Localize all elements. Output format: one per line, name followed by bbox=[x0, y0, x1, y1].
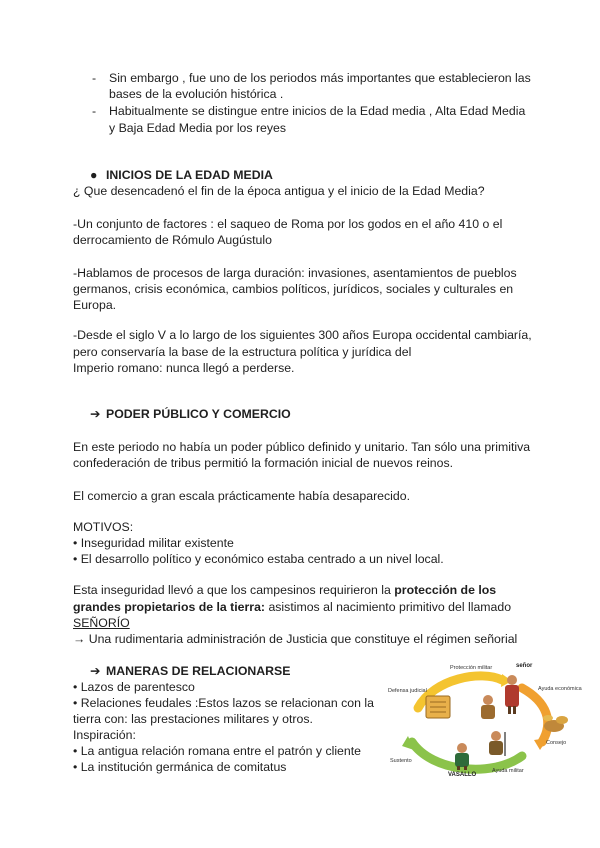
paragraph-text: asistimos al nacimiento primitivo del llamado bbox=[265, 600, 512, 614]
question-text: ¿ Que desencadenó el fin de la época antigua y el inicio de la Edad Media? bbox=[73, 184, 485, 198]
paragraph-line: derrocamiento de Rómulo Augústulo bbox=[73, 233, 272, 247]
goods-icon bbox=[543, 715, 568, 732]
senorio-term: SEÑORÍO bbox=[73, 616, 130, 630]
paragraph-line: pero conservaría la base de la estructura política y jurídica del bbox=[73, 345, 412, 359]
feudal-cycle-illustration bbox=[382, 660, 588, 778]
motivo-item: • Inseguridad militar existente bbox=[73, 536, 234, 550]
section-marker: ● bbox=[90, 168, 98, 182]
paragraph-line: Europa. bbox=[73, 298, 117, 312]
label-defensa: Defensa judicial bbox=[388, 688, 427, 694]
vassal-figure-icon bbox=[455, 743, 469, 770]
orange-arc bbox=[522, 688, 548, 742]
paragraph-line: -Hablamos de procesos de larga duración: invasiones, asentamientos de pueblos bbox=[73, 266, 517, 280]
section-heading-poder: PODER PÚBLICO Y COMERCIO bbox=[106, 407, 291, 421]
section-heading-inicios: INICIOS DE LA EDAD MEDIA bbox=[106, 168, 273, 182]
label-proteccion: Protección militar bbox=[450, 665, 493, 671]
soldier-figure-icon bbox=[489, 731, 505, 756]
label-sustento: Sustento bbox=[390, 758, 412, 764]
bold-text: grandes propietarios de la tierra: bbox=[73, 600, 266, 614]
paragraph-line bbox=[73, 599, 511, 616]
list-item: • Relaciones feudales :Estos lazos se relacionan con la bbox=[73, 696, 374, 710]
list-item: • La antigua relación romana entre el patrón y cliente bbox=[73, 744, 361, 758]
paragraph-line bbox=[73, 582, 496, 599]
bullet-dash: - bbox=[92, 104, 97, 118]
label-ayuda-militar: Ayuda militar bbox=[492, 768, 524, 774]
paragraph-line: → Una rudimentaria administración de Justicia que constituye el régimen señorial bbox=[73, 632, 518, 646]
paragraph-line: -Desde el siglo V a lo largo de los siguientes 300 años Europa occidental cambiaría, bbox=[73, 328, 532, 342]
label-ayuda-economica: Ayuda económica bbox=[538, 686, 582, 692]
arrow-icon: ➔ bbox=[90, 664, 101, 678]
feudal-diagram bbox=[382, 660, 588, 778]
arrow-icon: ➔ bbox=[90, 407, 101, 421]
motivos-label: MOTIVOS: bbox=[73, 520, 134, 534]
list-item: Inspiración: bbox=[73, 728, 136, 742]
list-item: tierra con: las prestaciones militares y otros. bbox=[73, 712, 313, 726]
paragraph-text: Esta inseguridad llevó a que los campesinos requirieron la bbox=[73, 583, 395, 597]
lord-figure-icon bbox=[505, 675, 519, 714]
list-item: • La institución germánica de comitatus bbox=[73, 760, 287, 774]
paragraph-line: El comercio a gran escala prácticamente había desaparecido. bbox=[73, 489, 410, 503]
paragraph-line: germanos, crisis económica, cambios políticos, jurídicos, sociales y culturales en bbox=[73, 282, 514, 296]
bullet-text: Habitualmente se distingue entre inicios de la Edad media , Alta Edad Media bbox=[109, 104, 526, 118]
bullet-dash: - bbox=[92, 71, 97, 85]
bullet-text: y Baja Edad Media por los reyes bbox=[109, 121, 287, 135]
label-consejo: Consejo bbox=[546, 740, 567, 746]
bold-text: protección de los bbox=[394, 583, 497, 597]
paragraph-line: En este periodo no había un poder público definido y unitario. Tan sólo una primitiva bbox=[73, 440, 531, 454]
paragraph-line: confederación de tribus permitió la formación inicial de nuevos reinos. bbox=[73, 456, 454, 470]
bullet-text: bases de la evolución histórica . bbox=[109, 87, 284, 101]
paragraph-line: Imperio romano: nunca llegó a perderse. bbox=[73, 361, 295, 375]
knight-figure-icon bbox=[481, 695, 495, 719]
paragraph-line: -Un conjunto de factores : el saqueo de Roma por los godos en el año 410 o el bbox=[73, 217, 503, 231]
list-item: • Lazos de parentesco bbox=[73, 680, 195, 694]
section-heading-maneras: MANERAS DE RELACIONARSE bbox=[106, 664, 291, 678]
motivo-item: • El desarrollo político y económico estaba centrado a un nivel local. bbox=[73, 552, 444, 566]
label-vasallo: VASALLO bbox=[448, 772, 477, 778]
label-senor: señor bbox=[516, 663, 533, 669]
bullet-text: Sin embargo , fue uno de los periodos más importantes que establecieron las bbox=[109, 71, 531, 85]
